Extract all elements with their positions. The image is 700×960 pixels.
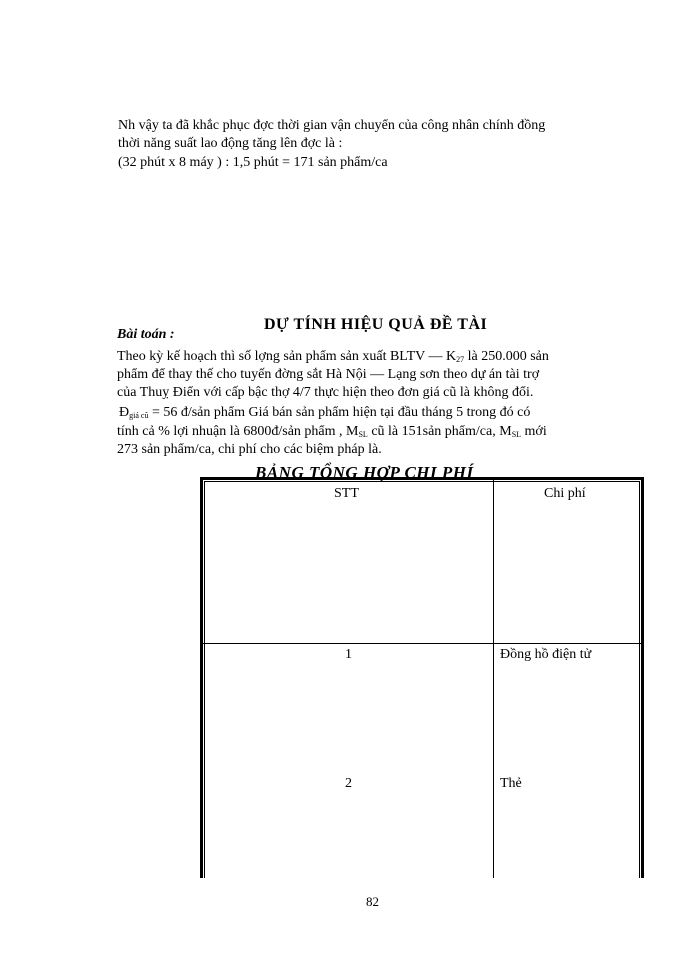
table-row-divider bbox=[203, 643, 641, 644]
problem-label: Bài toán : bbox=[117, 327, 175, 342]
section-title: DỰ TÍNH HIỆU QUẢ ĐỀ TÀI bbox=[264, 316, 488, 333]
row-1-item: Đồng hồ điện tử bbox=[500, 647, 592, 662]
body-line-1-post: là 250.000 sản bbox=[464, 349, 549, 364]
row-2-number: 2 bbox=[345, 776, 352, 791]
body-line-1-pre: Theo kỳ kế hoạch thì số lợng sản phẩm sản xuất BLTV — K bbox=[117, 349, 457, 364]
body-line-4-pre: Đ bbox=[119, 405, 130, 420]
page-number: 82 bbox=[366, 894, 379, 909]
table-column-divider bbox=[493, 480, 494, 878]
row-1-number: 1 bbox=[345, 647, 352, 662]
body-line-5-mid: cũ là 151sản phẩm/ca, M bbox=[367, 424, 512, 439]
body-line-6: 273 sản phẩm/ca, chi phí cho các biệm pháp là. bbox=[117, 442, 382, 457]
body-line-5-subscript-2: SL bbox=[511, 430, 522, 439]
intro-line-3: (32 phút x 8 máy ) : 1,5 phút = 171 sản phẩm/ca bbox=[118, 155, 388, 170]
header-stt: STT bbox=[334, 486, 359, 501]
body-line-1-subscript: 27 bbox=[456, 355, 465, 364]
body-line-5 bbox=[117, 423, 547, 443]
body-line-5-post: mới bbox=[521, 424, 547, 439]
cost-summary-table bbox=[200, 477, 644, 878]
table-inner-frame bbox=[204, 481, 640, 878]
body-line-4-post: = 56 đ/sản phẩm Giá bán sản phẩm hiện tại đầu tháng 5 trong đó có bbox=[148, 405, 531, 420]
header-cost: Chi phí bbox=[544, 486, 586, 501]
intro-line-2: thời năng suất lao động tăng lên đợc là : bbox=[118, 136, 343, 151]
table-title: BẢNG TỔNG HỢP CHI PHÍ bbox=[255, 463, 474, 482]
intro-line-1: Nh vậy ta đã khắc phục đợc thời gian vận chuyển của công nhân chính đồng bbox=[118, 118, 546, 133]
body-line-1 bbox=[117, 348, 549, 368]
body-line-5-subscript-1: SL bbox=[358, 430, 368, 439]
body-line-4 bbox=[119, 404, 530, 424]
body-line-5-pre: tính cả % lợi nhuận là 6800đ/sản phẩm , M bbox=[117, 424, 359, 439]
body-line-4-subscript: giá cũ bbox=[129, 411, 149, 420]
body-line-3: của Thuỵ Điển với cấp bậc thợ 4/7 thực hiện theo đơn giá cũ là không đổi. bbox=[117, 385, 534, 400]
row-2-item: Thẻ bbox=[500, 776, 522, 791]
body-line-2: phẩm để thay thế cho tuyến đờng sắt Hà Nội — Lạng sơn theo dự án tài trợ bbox=[117, 367, 540, 382]
